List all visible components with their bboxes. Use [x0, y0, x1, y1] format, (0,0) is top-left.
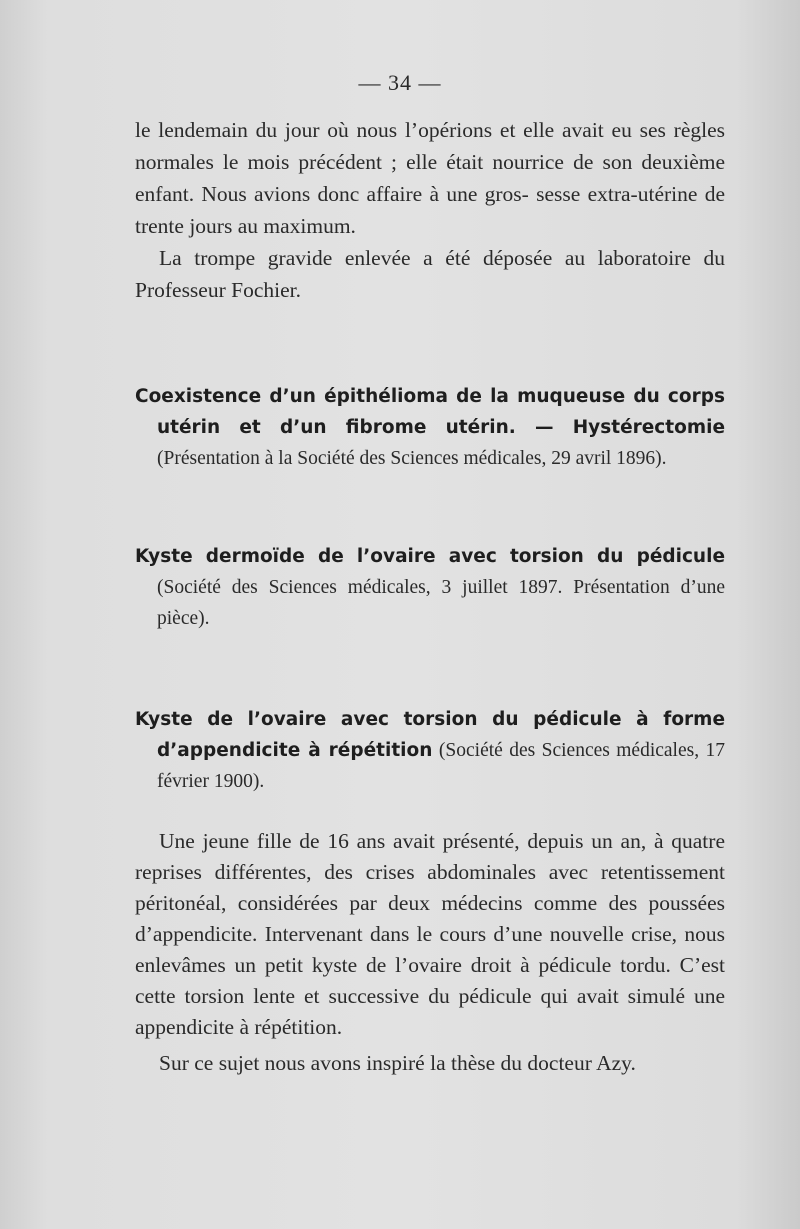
section-details: (Société des Sciences médicales, 17 février 1900).: [157, 740, 725, 792]
page-number: — 34 —: [358, 70, 442, 95]
section-title: Kyste de l’ovaire avec torsion du pédicule à forme d’appendicite à répétition: [135, 709, 725, 761]
section-title: Kyste dermoïde de l’ovaire avec torsion du pédicule: [135, 546, 725, 567]
body-text: [135, 826, 725, 1079]
intro-paragraph-1: le lendemain du jour où nous l’opérions et elle avait eu ses règles normales le mois précédent ; elle était nourrice de son deuxième enfant. Nous avions donc affaire à une gros- sesse extra-utérine de trente jours au maximum.: [135, 118, 726, 238]
body-paragraph-2: Sur ce sujet nous avons inspiré la thèse du docteur Azy.: [159, 1051, 636, 1075]
intro-text: [135, 114, 725, 306]
intro-paragraph-2: La trompe gravide enlevée a été déposée au laboratoire du Professeur Fochier.: [135, 246, 726, 302]
section-epithelioma: [135, 381, 725, 474]
section-details: (Société des Sciences médicales, 3 juillet 1897. Présentation d’une pièce).: [157, 577, 725, 629]
section-kyste-ovaire: [135, 704, 725, 797]
section-details: (Présentation à la Société des Sciences médicales, 29 avril 1896).: [157, 448, 667, 469]
body-paragraph-1: Une jeune fille de 16 ans avait présenté, depuis un an, à quatre reprises différentes, des crises abdominales avec retentissement péritonéal, considérées par deux médecins comme des poussées d’appendicite. Intervenant dans le cours d’une nouvelle crise, nous enlevâmes un petit kyste de l’ovaire droit à pédicule tordu. C’est cette torsion lente et successive du pédicule qui avait simulé une appendicite à répétition.: [135, 829, 725, 1039]
section-kyste-dermoide: [135, 541, 725, 634]
section-title: Coexistence d’un épithélioma de la muqueuse du corps utérin et d’un fibrome utérin. — Hystérectomie: [135, 386, 725, 438]
